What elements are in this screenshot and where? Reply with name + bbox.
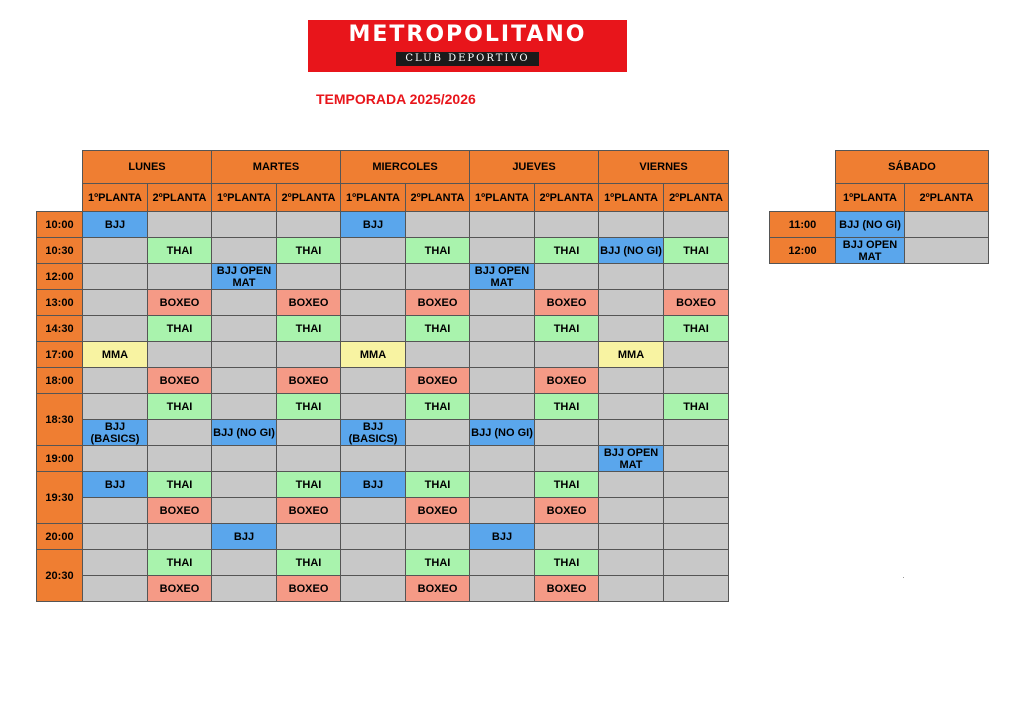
class-cell: BOXEO — [406, 368, 470, 394]
class-cell: BJJ — [212, 524, 277, 550]
class-cell: THAI — [148, 316, 212, 342]
empty-cell — [341, 576, 406, 602]
schedule-row — [770, 238, 989, 264]
empty-cell — [83, 576, 148, 602]
corner-blank — [37, 151, 83, 212]
class-cell: BJJ OPEN MAT — [599, 446, 664, 472]
class-cell: THAI — [664, 316, 729, 342]
empty-cell — [277, 420, 341, 446]
schedule-row — [37, 264, 729, 290]
empty-cell — [148, 264, 212, 290]
empty-cell — [470, 472, 535, 498]
time-label: 10:30 — [37, 238, 83, 264]
class-cell: THAI — [664, 238, 729, 264]
class-cell: THAI — [148, 550, 212, 576]
time-label: 10:00 — [37, 212, 83, 238]
empty-cell — [406, 524, 470, 550]
class-cell: BJJ (NO GI) — [470, 420, 535, 446]
empty-cell — [277, 524, 341, 550]
empty-cell — [148, 420, 212, 446]
schedule-row — [37, 368, 729, 394]
empty-cell — [470, 290, 535, 316]
class-cell: BJJ OPEN MAT — [470, 264, 535, 290]
empty-cell — [212, 394, 277, 420]
empty-cell — [341, 524, 406, 550]
class-cell: MMA — [599, 342, 664, 368]
class-cell: BOXEO — [535, 498, 599, 524]
empty-cell — [406, 212, 470, 238]
season-title: TEMPORADA 2025/2026 — [316, 91, 476, 107]
time-label: 13:00 — [37, 290, 83, 316]
empty-cell — [277, 212, 341, 238]
empty-cell — [212, 446, 277, 472]
empty-cell — [83, 316, 148, 342]
class-cell: MMA — [341, 342, 406, 368]
class-cell: BJJ — [341, 472, 406, 498]
class-cell: BOXEO — [277, 576, 341, 602]
class-cell: BJJ (NO GI) — [599, 238, 664, 264]
day-header: JUEVES — [470, 151, 599, 184]
empty-cell — [406, 342, 470, 368]
day-header: LUNES — [83, 151, 212, 184]
class-cell: BJJ — [83, 212, 148, 238]
empty-cell — [341, 290, 406, 316]
schedule-row — [37, 472, 729, 498]
empty-cell — [664, 368, 729, 394]
class-cell: BOXEO — [148, 576, 212, 602]
empty-cell — [470, 368, 535, 394]
empty-cell — [212, 472, 277, 498]
empty-cell — [664, 524, 729, 550]
time-label: 19:00 — [37, 446, 83, 472]
class-cell: THAI — [406, 238, 470, 264]
empty-cell — [83, 446, 148, 472]
empty-cell — [148, 342, 212, 368]
class-cell: THAI — [535, 472, 599, 498]
schedule-row — [37, 212, 729, 238]
empty-cell — [599, 576, 664, 602]
class-cell: THAI — [406, 394, 470, 420]
logo-subtitle: CLUB DEPORTIVO — [396, 52, 539, 66]
schedule-row — [37, 316, 729, 342]
empty-cell — [599, 316, 664, 342]
class-cell: THAI — [406, 472, 470, 498]
empty-cell — [470, 576, 535, 602]
class-cell: THAI — [535, 394, 599, 420]
time-label: 18:30 — [37, 394, 83, 446]
empty-cell — [148, 446, 212, 472]
schedule-row — [37, 290, 729, 316]
class-cell: THAI — [535, 316, 599, 342]
floor-header: 2ºPLANTA — [905, 184, 989, 212]
empty-cell — [212, 238, 277, 264]
empty-cell — [664, 498, 729, 524]
day-header: MIERCOLES — [341, 151, 470, 184]
class-cell: BOXEO — [277, 498, 341, 524]
floor-header: 2ºPLANTA — [535, 184, 599, 212]
class-cell: BOXEO — [406, 498, 470, 524]
empty-cell — [83, 238, 148, 264]
empty-cell — [664, 342, 729, 368]
empty-cell — [83, 290, 148, 316]
class-cell: BOXEO — [148, 498, 212, 524]
empty-cell — [535, 264, 599, 290]
time-label: 19:30 — [37, 472, 83, 524]
class-cell: BOXEO — [406, 576, 470, 602]
empty-cell — [905, 212, 989, 238]
page-mark — [903, 577, 904, 578]
empty-cell — [470, 342, 535, 368]
empty-cell — [470, 394, 535, 420]
empty-cell — [83, 264, 148, 290]
schedule-row — [37, 524, 729, 550]
class-cell: BJJ OPEN MAT — [212, 264, 277, 290]
empty-cell — [664, 446, 729, 472]
floor-header: 1ºPLANTA — [470, 184, 535, 212]
club-logo — [308, 20, 627, 72]
class-cell: BJJ OPEN MAT — [836, 238, 905, 264]
corner-blank — [770, 151, 836, 212]
schedule-row — [37, 238, 729, 264]
empty-cell — [470, 550, 535, 576]
class-cell: BJJ (NO GI) — [212, 420, 277, 446]
empty-cell — [212, 342, 277, 368]
empty-cell — [599, 290, 664, 316]
empty-cell — [664, 576, 729, 602]
empty-cell — [341, 264, 406, 290]
class-cell: THAI — [148, 394, 212, 420]
empty-cell — [277, 446, 341, 472]
floor-header: 2ºPLANTA — [148, 184, 212, 212]
class-cell: BOXEO — [535, 368, 599, 394]
empty-cell — [535, 420, 599, 446]
empty-cell — [406, 446, 470, 472]
empty-cell — [535, 212, 599, 238]
empty-cell — [470, 238, 535, 264]
day-header: VIERNES — [599, 151, 729, 184]
time-label: 14:30 — [37, 316, 83, 342]
floor-header: 1ºPLANTA — [836, 184, 905, 212]
empty-cell — [599, 420, 664, 446]
class-cell: THAI — [406, 316, 470, 342]
class-cell: BOXEO — [535, 290, 599, 316]
time-label: 12:00 — [770, 238, 836, 264]
empty-cell — [277, 264, 341, 290]
schedule-row — [37, 498, 729, 524]
empty-cell — [406, 420, 470, 446]
time-label: 18:00 — [37, 368, 83, 394]
empty-cell — [535, 342, 599, 368]
class-cell: THAI — [277, 550, 341, 576]
floor-header: 2ºPLANTA — [277, 184, 341, 212]
empty-cell — [664, 420, 729, 446]
class-cell: BJJ (BASICS) — [83, 420, 148, 446]
class-cell: BJJ — [341, 212, 406, 238]
day-header: MARTES — [212, 151, 341, 184]
empty-cell — [599, 264, 664, 290]
time-label: 11:00 — [770, 212, 836, 238]
empty-cell — [341, 316, 406, 342]
empty-cell — [83, 550, 148, 576]
class-cell: THAI — [277, 472, 341, 498]
class-cell: THAI — [664, 394, 729, 420]
class-cell: BJJ — [470, 524, 535, 550]
empty-cell — [212, 550, 277, 576]
empty-cell — [599, 394, 664, 420]
time-label: 20:00 — [37, 524, 83, 550]
floor-header: 2ºPLANTA — [406, 184, 470, 212]
class-cell: MMA — [83, 342, 148, 368]
empty-cell — [535, 524, 599, 550]
empty-cell — [599, 524, 664, 550]
schedule-row — [37, 576, 729, 602]
empty-cell — [599, 472, 664, 498]
empty-cell — [341, 238, 406, 264]
empty-cell — [212, 576, 277, 602]
time-label: 17:00 — [37, 342, 83, 368]
class-cell: BOXEO — [277, 290, 341, 316]
empty-cell — [83, 394, 148, 420]
class-cell: THAI — [277, 238, 341, 264]
class-cell: BOXEO — [148, 368, 212, 394]
class-cell: THAI — [277, 316, 341, 342]
empty-cell — [599, 212, 664, 238]
floor-header: 1ºPLANTA — [341, 184, 406, 212]
class-cell: BOXEO — [277, 368, 341, 394]
empty-cell — [599, 368, 664, 394]
logo-title: METROPOLITANO — [348, 22, 587, 47]
floor-header: 1ºPLANTA — [83, 184, 148, 212]
schedule-row — [37, 342, 729, 368]
empty-cell — [83, 524, 148, 550]
class-cell: BOXEO — [148, 290, 212, 316]
empty-cell — [83, 368, 148, 394]
empty-cell — [212, 290, 277, 316]
saturday-schedule-table — [769, 150, 989, 264]
empty-cell — [212, 212, 277, 238]
class-cell: BOXEO — [664, 290, 729, 316]
empty-cell — [470, 498, 535, 524]
floor-header: 1ºPLANTA — [599, 184, 664, 212]
empty-cell — [664, 550, 729, 576]
empty-cell — [470, 212, 535, 238]
day-header: SÁBADO — [836, 151, 989, 184]
floor-header: 2ºPLANTA — [664, 184, 729, 212]
empty-cell — [148, 524, 212, 550]
empty-cell — [470, 316, 535, 342]
class-cell: THAI — [535, 238, 599, 264]
schedule-row — [37, 394, 729, 420]
empty-cell — [341, 368, 406, 394]
class-cell: THAI — [406, 550, 470, 576]
empty-cell — [341, 446, 406, 472]
time-label: 12:00 — [37, 264, 83, 290]
class-cell: BJJ — [83, 472, 148, 498]
floor-header: 1ºPLANTA — [212, 184, 277, 212]
class-cell: THAI — [148, 472, 212, 498]
empty-cell — [664, 212, 729, 238]
empty-cell — [341, 498, 406, 524]
empty-cell — [599, 550, 664, 576]
class-cell: BJJ (BASICS) — [341, 420, 406, 446]
schedule-row — [37, 550, 729, 576]
empty-cell — [599, 498, 664, 524]
empty-cell — [277, 342, 341, 368]
weekly-schedule-table — [36, 150, 729, 602]
empty-cell — [212, 316, 277, 342]
empty-cell — [83, 498, 148, 524]
class-cell: THAI — [148, 238, 212, 264]
empty-cell — [341, 394, 406, 420]
schedule-row — [37, 446, 729, 472]
schedule-row — [37, 420, 729, 446]
class-cell: THAI — [535, 550, 599, 576]
time-label: 20:30 — [37, 550, 83, 602]
empty-cell — [664, 472, 729, 498]
empty-cell — [148, 212, 212, 238]
empty-cell — [341, 550, 406, 576]
empty-cell — [535, 446, 599, 472]
empty-cell — [905, 238, 989, 264]
empty-cell — [212, 368, 277, 394]
class-cell: BJJ (NO GI) — [836, 212, 905, 238]
empty-cell — [212, 498, 277, 524]
empty-cell — [470, 446, 535, 472]
empty-cell — [406, 264, 470, 290]
class-cell: BOXEO — [535, 576, 599, 602]
class-cell: THAI — [277, 394, 341, 420]
class-cell: BOXEO — [406, 290, 470, 316]
schedule-row — [770, 212, 989, 238]
empty-cell — [664, 264, 729, 290]
